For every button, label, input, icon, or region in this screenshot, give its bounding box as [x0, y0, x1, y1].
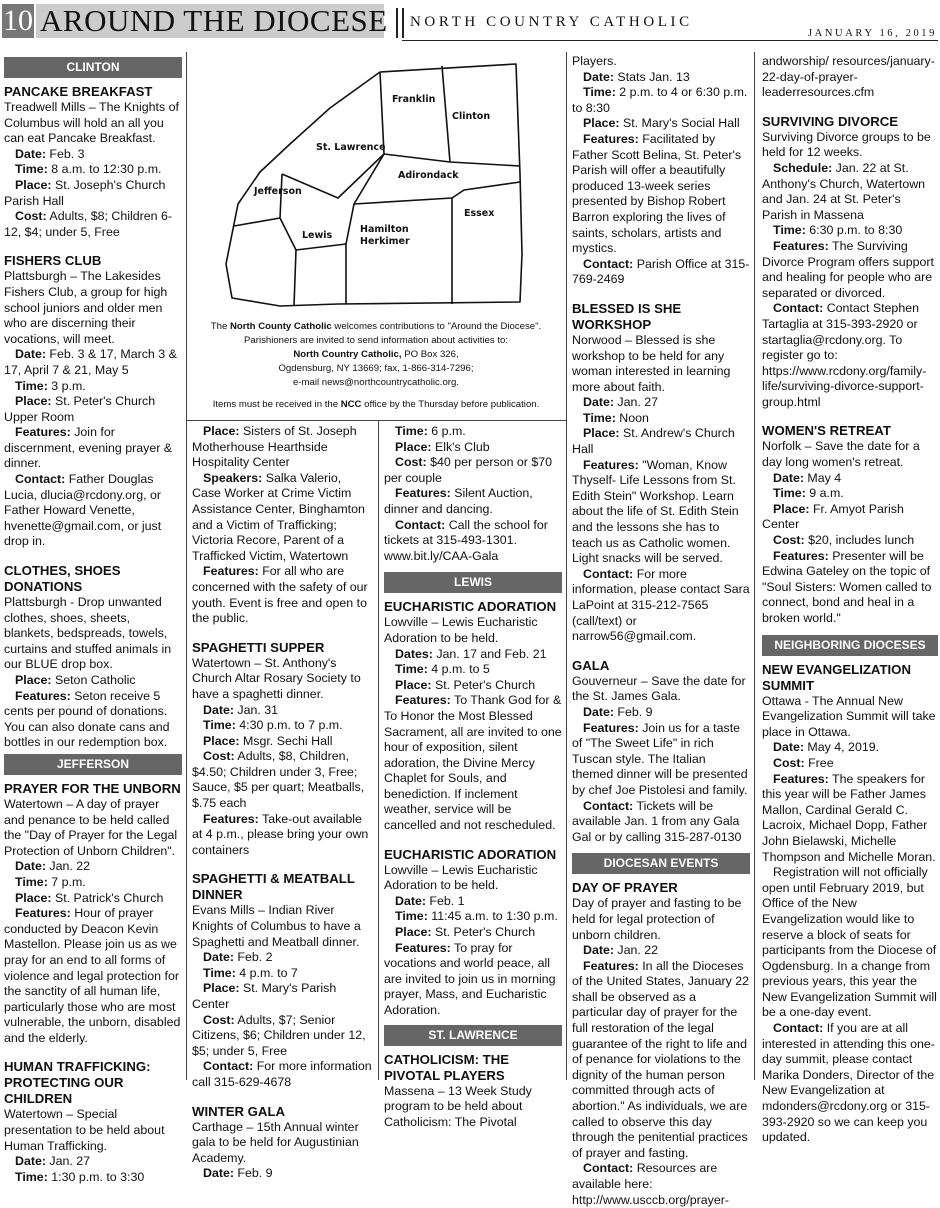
field-label: Features:: [583, 131, 639, 146]
county-boundary: [354, 182, 520, 204]
field-label: Features:: [583, 457, 639, 472]
event-title: FISHERS CLUB: [4, 253, 102, 269]
field-label: Date:: [395, 893, 426, 908]
caption-paper-name: North County Catholic: [229, 321, 332, 332]
field-label: Time:: [395, 662, 428, 677]
field-label: Time:: [15, 1169, 48, 1184]
caption-text: office by the Thursday before publication.: [361, 399, 540, 410]
field-label: Cost:: [773, 755, 805, 770]
county-boundary: [384, 154, 520, 166]
field-label: Time:: [15, 162, 48, 177]
column-5: [762, 54, 938, 1145]
field-value: Feb. 9: [613, 704, 653, 719]
caption-text: Parishioners are invited to send information about activities to:: [244, 335, 508, 346]
event-title: PANCAKE BREAKFAST: [4, 84, 153, 99]
county-label-st-lawrence: St. Lawrence: [316, 142, 386, 153]
field-label: Date:: [15, 347, 46, 362]
field-label: Features:: [203, 564, 259, 579]
field-value: Join for discernment, evening prayer & dinner.: [4, 425, 173, 471]
county-boundary: [234, 218, 280, 226]
field-label: Date:: [203, 1166, 234, 1181]
field-value: 3 p.m.: [47, 378, 86, 393]
field-value: Jan. 22: [613, 943, 659, 958]
masthead: [0, 0, 940, 44]
field-value: Join us for a taste of "The Sweet Life" in rich Tuscan style. The Italian themed dinner will be presented by chef Joe Pistolesi and family.: [572, 720, 748, 797]
event-title: EUCHARISTIC ADORATION: [384, 599, 557, 615]
field-value: Adults, $8; Children 6-12, $4; under 5, Free: [4, 209, 173, 239]
event-intro: Gouverneur – Save the date for the St. James Gala.: [572, 673, 746, 704]
county-label-adirondack: Adirondack: [398, 170, 459, 181]
event-paragraph: Registration will not officially open until February 2019, but Office of the New Evangelization would like to reserve a block of seats for participants from the Diocese of Ogdensburg. In a change from previous years, this year the New Evangelization Summit will be a one-day event.: [762, 865, 937, 1020]
field-label: Contact:: [773, 1021, 824, 1036]
event-title: SPAGHETTI SUPPER: [192, 639, 325, 655]
event-intro: Lowville – Lewis Eucharistic Adoration to be held.: [384, 615, 538, 645]
field-label: Place:: [583, 116, 620, 131]
caption-ncc: NCC: [340, 399, 362, 410]
column-rule: [754, 52, 755, 1080]
field-label: Date:: [773, 740, 804, 755]
field-value: St. Mary's Social Hall: [619, 116, 740, 131]
county-boundary: [296, 244, 346, 250]
field-value: Father Douglas Lucia, dlucia@rcdony.org, or Father Howard Venette, hvenette@gmail.com, or just drop in.: [4, 472, 162, 549]
field-value: The speakers for this year will be Father James Mallon, Cardinal Gerald C. Lacroix, Michael Dopp, Father John Bielawski, Michelle Thompson and Michelle Moran.: [762, 771, 936, 864]
section-title: AROUND THE DIOCESE: [36, 4, 384, 38]
field-value: St. Peter's Church Upper Room: [4, 394, 156, 424]
masthead-divider: [402, 8, 404, 38]
field-label: Date:: [15, 1154, 46, 1169]
field-value: Seton receive 5 cents per pound of donations. You can also donate cans and bottles in our redemption box.: [4, 688, 170, 750]
event-intro: Players.: [572, 54, 617, 68]
field-label: Place:: [15, 394, 52, 409]
field-label: Contact:: [15, 472, 66, 487]
field-value: $40 per person or $70 per couple: [384, 455, 553, 485]
field-label: Place:: [203, 424, 240, 438]
county-label-herkimer: Herkimer: [360, 236, 410, 247]
field-value: Facilitated by Father Scott Belina, St. Peter's Parish will offer a beautifully produced 13-week series presented by Bishop Robert Barron exploring the lives of saints, scholars, artists and mystics.: [572, 131, 742, 256]
field-value: For more information call 315-629-4678: [192, 1059, 372, 1089]
field-value: Hour of prayer conducted by Deacon Kevin Mastellon. Please join us as we pray for an end to all forms of violence and legal protection for the sanctity of all human life, particularly those who are most vulnerable, the unborn, disabled and the elderly.: [4, 906, 181, 1045]
field-label: Features:: [15, 425, 71, 440]
field-value: To pray for vocations and world peace, all are invited to join us in morning prayer, Mass, and Eucharistic Adoration.: [384, 940, 556, 1017]
field-value: Feb. 9: [233, 1166, 273, 1181]
event-title: CATHOLICISM: THE PIVOTAL PLAYERS: [384, 1051, 510, 1083]
field-value: Seton Catholic: [51, 673, 136, 687]
field-value: Silent Auction, dinner and dancing.: [384, 486, 533, 516]
field-label: Place:: [395, 925, 432, 940]
county-label-essex: Essex: [464, 208, 495, 219]
field-value: 2 p.m. to 4 or 6:30 p.m. to 8:30: [572, 85, 748, 115]
event-title: NEW EVANGELIZATION SUMMIT: [762, 661, 911, 693]
field-value: Parish Office at 315-769-2469: [572, 256, 750, 287]
caption-address-name: North Country Catholic,: [293, 349, 402, 360]
caption-text: The: [210, 321, 230, 332]
field-value: Feb. 2: [233, 950, 273, 965]
event-intro: Lowville – Lewis Eucharistic Adoration to be held.: [384, 862, 538, 893]
field-value: 7 p.m.: [47, 874, 86, 889]
event-intro: Massena – 13 Week Study program to be held about Catholicism: The Pivotal: [384, 1083, 532, 1129]
field-label: Cost:: [203, 749, 235, 764]
field-label: Place:: [203, 733, 240, 748]
event-title: BLESSED IS SHE WORKSHOP: [572, 300, 682, 332]
field-label: Features:: [395, 486, 451, 501]
field-value: Elk's Club: [431, 439, 490, 454]
field-value: Jan. 22 at St. Anthony's Church, Watertown and Jan. 24 at St. Peter's Parish in Massena: [762, 160, 926, 222]
field-value: 4 p.m. to 7: [235, 965, 298, 980]
page-number: 10: [3, 4, 33, 37]
field-value: Contact Stephen Tartaglia at 315-393-2920 or startaglia@rcdony.org. To register go to: https://www.rcdony.org/family-life/surviving-divorce-support-group.html: [762, 301, 927, 409]
field-value: Feb. 3 & 17, March 3 & 17, April 7 & 21, May 5: [4, 347, 177, 377]
event-title: PRAYER FOR THE UNBORN: [4, 780, 181, 796]
section-header-diocesan-events: DIOCESAN EVENTS: [572, 853, 750, 874]
field-label: Place:: [203, 981, 240, 996]
field-value: May 4, 2019.: [803, 740, 880, 755]
field-value: Free: [804, 755, 834, 770]
county-label-lewis: Lewis: [302, 230, 333, 241]
field-value: Feb. 1: [425, 893, 465, 908]
field-label: Place:: [395, 439, 432, 454]
field-value: Jan. 17 and Feb. 21: [432, 646, 547, 661]
field-label: Place:: [583, 426, 620, 441]
column-4: [572, 54, 750, 1207]
event-intro: Watertown – St. Anthony's Church Altar Rosary Society to have a spaghetti dinner.: [192, 655, 361, 701]
field-value: If you are at all interested in attending this one-day summit, please contact Marika Donders, Director of the New Evangelization at mdonders@rcdony.org or 315-393-2920 so we can keep you updated.: [762, 1021, 935, 1145]
field-label: Place:: [773, 501, 810, 516]
field-value: Msgr. Sechi Hall: [239, 733, 333, 748]
event-title: WOMEN'S RETREAT: [762, 423, 891, 439]
field-label: Contact:: [203, 1059, 254, 1074]
section-header-clinton: CLINTON: [4, 57, 182, 78]
field-label: Features:: [583, 720, 639, 735]
diocese-outline: [226, 64, 522, 306]
field-label: Contact:: [395, 517, 446, 532]
field-label: Date:: [773, 470, 804, 485]
field-label: Time:: [395, 424, 428, 438]
section-header-lewis: LEWIS: [384, 572, 562, 593]
field-value: Presenter will be Edwina Gateley on the topic of "Soul Sisters: Women called to connect, bond and heal in a broken world.": [762, 548, 932, 625]
field-value: To Thank God for & To Honor the Most Blessed Sacrament, all are invited to one hour of exposition, silent adoration, the Divine Mercy Chaplet for Souls, and benediction. If inclement weather, service will be cancelled and not rescheduled.: [384, 693, 562, 833]
field-label: Features:: [773, 548, 829, 563]
field-value: St. Peter's Church: [431, 677, 536, 692]
diocese-map: [220, 54, 530, 312]
field-value: Jan. 27: [613, 395, 659, 410]
field-value: Resources are available here: http://www.usccb.org/prayer-: [572, 1161, 730, 1207]
field-value: Tickets will be available Jan. 1 from any Gala Gal or by calling 315-287-0130: [572, 798, 742, 844]
event-intro: Plattsburgh – The Lakesides Fishers Club, a group for high school juniors and older men who are discerning their vocations, will meet.: [4, 269, 168, 346]
map-caption: [190, 320, 562, 412]
column-3: [384, 424, 562, 1129]
field-label: Place:: [15, 177, 52, 192]
field-label: Cost:: [203, 1012, 235, 1027]
county-label-hamilton: Hamilton: [360, 224, 409, 235]
county-boundary: [442, 66, 450, 162]
event-title: HUMAN TRAFFICKING: PROTECTING OUR CHILDREN: [4, 1059, 151, 1107]
field-value: 1:30 p.m. to 3:30: [47, 1169, 145, 1184]
field-label: Time:: [15, 874, 48, 889]
event-intro: Ottawa - The Annual New Evangelization Summit will take place in Ottawa.: [762, 693, 936, 739]
event-title: EUCHARISTIC ADORATION: [384, 846, 557, 862]
field-value: 11:45 a.m. to 1:30 p.m.: [427, 909, 558, 924]
event-intro: Watertown – A day of prayer and penance to be held called the "Day of Prayer for the Legal Protection of Unborn Children".: [4, 796, 178, 858]
event-intro: Carthage – 15th Annual winter gala to be held for Augustinian Academy.: [192, 1119, 359, 1165]
field-value: Feb. 3: [45, 146, 85, 161]
field-label: Dates:: [395, 646, 433, 661]
field-value: Jan. 22: [45, 859, 91, 874]
field-label: Time:: [203, 718, 236, 733]
field-value: 6 p.m.: [427, 424, 466, 438]
event-title: SPAGHETTI & MEATBALL DINNER: [192, 871, 355, 903]
event-intro: Norfolk – Save the date for a day long women's retreat.: [762, 439, 920, 470]
field-value: $20, includes lunch: [804, 533, 915, 548]
field-value: Sisters of St. Joseph Motherhouse Hearthside Hospitality Center: [192, 424, 357, 470]
field-label: Contact:: [773, 301, 824, 316]
field-label: Features:: [583, 958, 639, 973]
event-intro: Surviving Divorce groups to be held for 12 weeks.: [762, 129, 931, 160]
event-intro: Norwood – Blessed is she workshop to be held for any woman interested in learning more about faith.: [572, 332, 731, 394]
field-label: Date:: [203, 950, 234, 965]
field-label: Time:: [773, 223, 806, 238]
field-label: Contact:: [583, 256, 634, 271]
event-intro: andworship/ resources/january-22-day-of-prayer-leaderresources.cfm: [762, 54, 935, 100]
field-label: Contact:: [583, 798, 634, 813]
field-value: 9 a.m.: [805, 486, 844, 501]
field-label: Features:: [773, 238, 829, 253]
field-label: Features:: [773, 771, 829, 786]
field-label: Cost:: [15, 209, 47, 224]
field-label: Features:: [15, 906, 71, 921]
field-value: 4:30 p.m. to 7 p.m.: [235, 718, 343, 733]
field-value: St. Mary's Parish Center: [192, 981, 337, 1011]
issue-date: JANUARY 16, 2019: [808, 28, 938, 39]
field-value: Take-out available at 4 p.m., please bring your own containers: [192, 811, 369, 857]
field-label: Cost:: [773, 533, 805, 548]
field-label: Time:: [583, 410, 616, 425]
field-label: Date:: [583, 69, 614, 84]
masthead-divider: [396, 8, 398, 38]
field-value: 4 p.m. to 5: [427, 662, 490, 677]
column-1: [4, 54, 182, 1184]
field-value: Jan. 27: [45, 1154, 91, 1169]
field-label: Date:: [15, 146, 46, 161]
event-title: WINTER GALA: [192, 1103, 286, 1119]
field-label: Cost:: [395, 455, 427, 470]
field-value: St. Peter's Church: [431, 925, 536, 940]
field-value: Jan. 31: [233, 702, 279, 717]
field-label: Place:: [15, 890, 52, 905]
field-value: For all who are concerned with the safety of our youth. Event is free and open to the public.: [192, 564, 368, 626]
field-value: Adults, $7; Senior Citizens, $6; Children under 12, $5; under 5, Free: [192, 1012, 366, 1058]
column-2: [192, 424, 372, 1181]
field-label: Time:: [15, 378, 48, 393]
field-value: 8 a.m. to 12:30 p.m.: [47, 162, 162, 177]
field-value: Adults, $8, Children, $4.50; Children under 3, Free; Sauce, $5 per quart; Meatballs, $.75 each: [192, 749, 365, 811]
field-value: In all the Dioceses of the United States, January 22 shall be observed as a particular day of prayer for the full restoration of the legal guarantee of the right to life and of penance for violations to the dignity of the human person committed through acts of abortion." As individuals, we are called to observe this day through the penitential practices of prayer and fasting.: [572, 958, 750, 1160]
field-value: Call the school for tickets at 315-493-1301. www.bit.ly/CAA-Gala: [384, 517, 548, 563]
field-value: St. Joseph's Church Parish Hall: [4, 177, 166, 208]
field-label: Time:: [773, 486, 806, 501]
field-label: Time:: [203, 965, 236, 980]
field-label: Time:: [583, 85, 616, 100]
caption-text: welcomes contributions to "Around the Diocese".: [331, 321, 542, 332]
event-intro: Plattsburgh - Drop unwanted clothes, shoes, sheets, blankets, bedspreads, towels, curtains and stuffed animals in our BLUE drop box.: [4, 595, 172, 672]
event-intro: Day of prayer and fasting to be held for legal protection of unborn children.: [572, 896, 742, 942]
field-value: Salka Valerio, Case Worker at Crime Victim Assistance Center, Binghamton and a Victim of Trafficking; Victoria Recore, Parent of a Trafficked Victim, Watertown: [192, 470, 365, 563]
column-rule: [378, 420, 379, 1080]
event-intro: Treadwell Mills – The Knights of Columbus will hold an all you can eat Pancake Breakfast.: [4, 100, 179, 146]
column-rule: [186, 52, 187, 1080]
column-rule: [566, 52, 567, 1080]
event-title: GALA: [572, 657, 610, 673]
event-intro: Watertown – Special presentation to be held about Human Trafficking.: [4, 1107, 165, 1153]
field-label: Place:: [395, 677, 432, 692]
county-label-jefferson: Jefferson: [254, 186, 302, 197]
caption-text: PO Box 326,: [401, 349, 459, 360]
caption-text: Ogdensburg, NY 13669; fax, 1-866-314-7296;: [278, 363, 474, 374]
field-label: Date:: [203, 702, 234, 717]
field-value: St. Andrew's Church Hall: [572, 426, 735, 457]
field-label: Time:: [395, 909, 428, 924]
field-label: Features:: [395, 693, 451, 708]
paper-name: NORTH COUNTRY CATHOLIC: [410, 14, 693, 30]
event-title: DAY OF PRAYER: [572, 880, 678, 896]
map-box-rule: [186, 420, 566, 421]
event-title: CLOTHES, SHOES DONATIONS: [4, 563, 121, 595]
caption-text: Items must be received in the: [212, 399, 341, 410]
field-label: Features:: [395, 940, 451, 955]
diocese-map-box: [190, 52, 562, 416]
field-label: Contact:: [583, 566, 634, 581]
field-label: Place:: [15, 673, 52, 687]
section-header-st-lawrence: ST. LAWRENCE: [384, 1025, 562, 1046]
field-label: Date:: [15, 859, 46, 874]
county-label-clinton: Clinton: [452, 111, 491, 122]
field-value: Fr. Amyot Parish Center: [762, 501, 904, 532]
masthead-rule: [402, 40, 938, 41]
section-header-jefferson: JEFFERSON: [4, 754, 182, 775]
field-label: Schedule:: [773, 160, 833, 175]
field-value: May 4: [803, 470, 842, 485]
field-label: Date:: [583, 704, 614, 719]
field-label: Features:: [15, 688, 71, 703]
field-value: For more information, please contact Sara LaPoint at 315-212-7565 (call/text) or narrow56@gmail.com.: [572, 566, 750, 644]
field-label: Date:: [583, 395, 614, 410]
field-value: 6:30 p.m. to 8:30: [805, 223, 903, 238]
field-label: Features:: [203, 811, 259, 826]
field-label: Contact:: [583, 1161, 634, 1176]
field-value: Noon: [615, 410, 649, 425]
county-label-franklin: Franklin: [392, 94, 436, 105]
field-label: Speakers:: [203, 470, 263, 485]
section-header-neighboring-dioceses: NEIGHBORING DIOCESES: [762, 635, 938, 656]
event-intro: Evans Mills – Indian River Knights of Columbus to have a Spaghetti and Meatball dinner.: [192, 903, 361, 949]
caption-email: e-mail news@northcountrycatholic.org.: [293, 377, 459, 388]
field-value: Stats Jan. 13: [613, 69, 690, 84]
field-value: St. Patrick's Church: [51, 890, 164, 905]
field-value: The Surviving Divorce Program offers support and healing for people who are separated or divorced.: [762, 238, 934, 300]
field-value: "Woman, Know Thyself- Life Lessons from St. Edith Stein" Workshop. Learn about the life of St. Edith Stein and the lessons she has to teach us as Catholic women. Light snacks will be served.: [572, 457, 739, 566]
event-title: SURVIVING DIVORCE: [762, 113, 899, 129]
field-label: Date:: [583, 943, 614, 958]
